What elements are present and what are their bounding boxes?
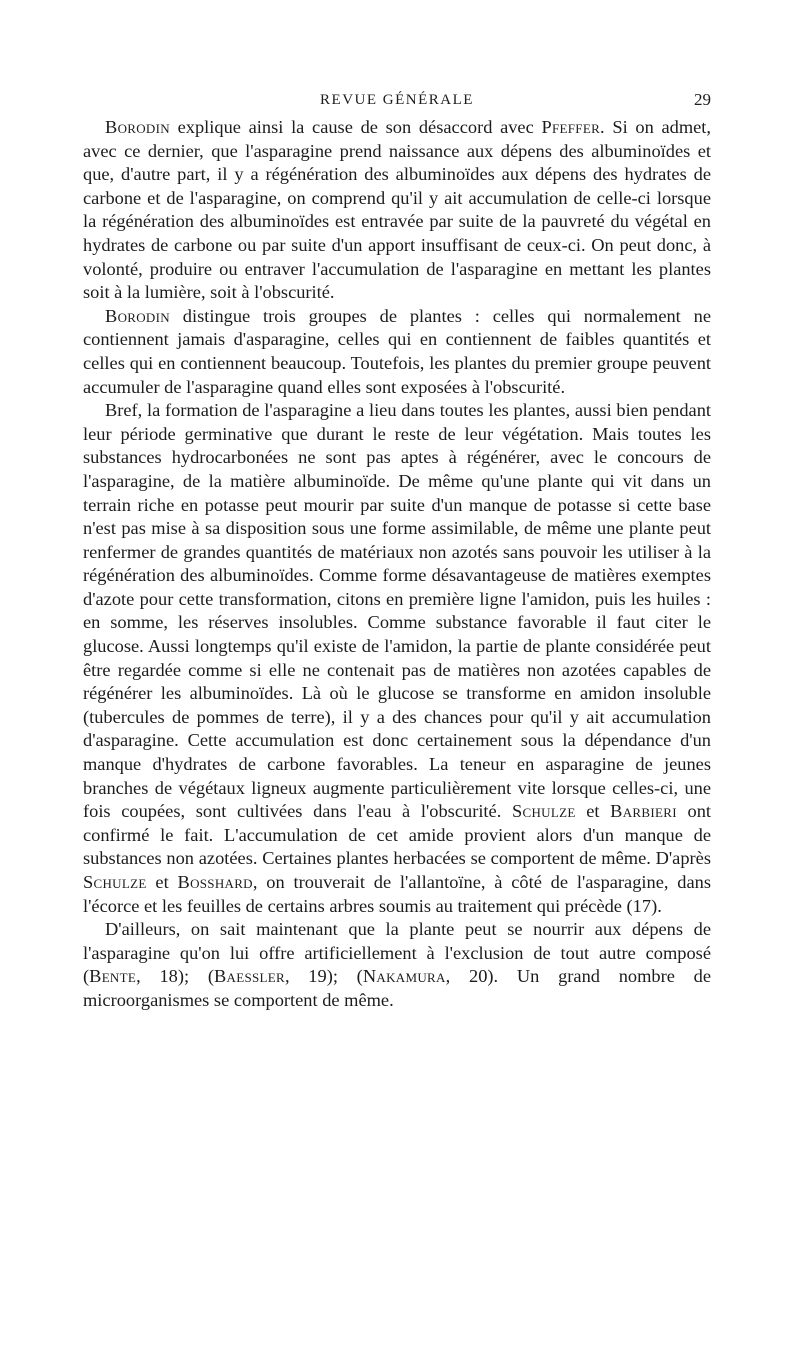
document-page [83,88,711,1013]
author-name: Bosshard [177,872,253,892]
running-header [83,88,711,110]
text-run: explique ainsi la cause de son désaccord avec [169,117,542,137]
author-name: Barbieri [610,801,677,822]
author-name: Borodin [105,305,170,326]
author-name: Nakamura [362,966,446,987]
text-run: D'ailleurs, on sait maintenant que la plante peut se nourrir aux dépens de l'asparagine qu'on lui offre artificiellement à l'exclusion de tout autre composé ( [83,919,711,987]
text-run: et [146,872,178,892]
paragraph [83,918,711,1012]
text-run: , 18); ( [136,966,214,987]
text-run: distingue trois groupes de plantes : celles qui normalement ne contiennent jamais d'asparagine, celles qui en contiennent de faibles quantités et celles qui en contiennent beaucoup. Toutefois, les plantes du premier groupe peuvent accumuler de l'asparagine quand elles sont exposées à l'obscurité. [83,305,711,397]
body-text [83,116,711,1013]
text-run: et [575,801,611,822]
text-run: Bref, la formation de l'asparagine a lieu dans toutes les plantes, aussi bien pendant leur période germinative que durant le reste de leur végétation. Mais toutes les substances hydrocarbonées ne sont pas aptes à régénérer, avec le concours de l'asparagine, de la matière albuminoïde. De même qu'une plante qui vit dans un terrain riche en potasse peut mourir par suite d'un manque de potasse si cette base n'est pas mise à sa disposition sous une forme assimilable, de même une plante peut renfermer de grandes quantités de matériaux non azotés sans pouvoir les utiliser à la régénération des albuminoïdes. Comme forme désavantageuse de matières exemptes d'azote pour cette transformation, citons en première ligne l'amidon, puis les huiles : en somme, les réserves insolubles. Comme substance favorable il faut citer le glucose. Aussi longtemps qu'il existe de l'amidon, la partie de plante considérée peut être regardée comme si elle ne contenait pas de matières non azotées capables de régénérer les albuminoïdes. Là où le glucose se transforme en amidon insoluble (tubercules de pommes de terre), il y a des chances pour qu'il y ait accumulation d'asparagine. Cette accumulation est donc certainement sous la dépendance d'un manque d'hydrates de carbone favorables. La teneur en asparagine de jeunes branches de végétaux ligneux augmente particulièrement vite lorsque celles-ci, une fois coupées, sont cultivées dans l'eau à l'obscurité. [83,400,711,822]
text-run: ont confirmé le fait. L'accumulation de cet amide provient alors d'un manque de substances non azotées. Certaines plantes herbacées se comportent de même. D'après [83,801,712,869]
page-number: 29 [694,90,711,109]
author-name: Schulze [511,801,576,822]
text-run: , 19); ( [284,966,363,987]
author-name: Bente [89,966,137,987]
text-run: . Si on admet, avec ce dernier, que l'asparagine prend naissance aux dépens des albuminoïdes et que, d'autre part, il y a régénération des albuminoïdes aux dépens des hydrates de carbone et de l'asparagine, on comprend qu'il y ait accumulation de celle-ci lorsque la régénération des albuminoïdes est entravée par suite de la pauvreté du végétal en hydrates de carbone ou par suite d'un apport insuffisant de ceux-ci. On peut donc, à volonté, produire ou entraver l'accumulation de l'asparagine en mettant les plantes soit à la lumière, soit à l'obscurité. [83,117,711,303]
paragraph [83,116,711,305]
running-title: REVUE GÉNÉRALE [320,92,474,108]
author-name: Borodin [105,117,170,137]
text-run: , 20). Un grand nombre de microorganismes se comportent de même. [83,966,711,1010]
author-name: Schulze [83,872,147,892]
text-run: , on trouverait de l'allantoïne, à côté de l'asparagine, dans l'écorce et les feuilles de certains arbres soumis au traitement qui précède (17). [83,872,711,916]
author-name: Pfeffer [541,117,601,137]
author-name: Baessler [213,966,285,987]
paragraph [83,399,711,918]
paragraph [83,305,711,399]
